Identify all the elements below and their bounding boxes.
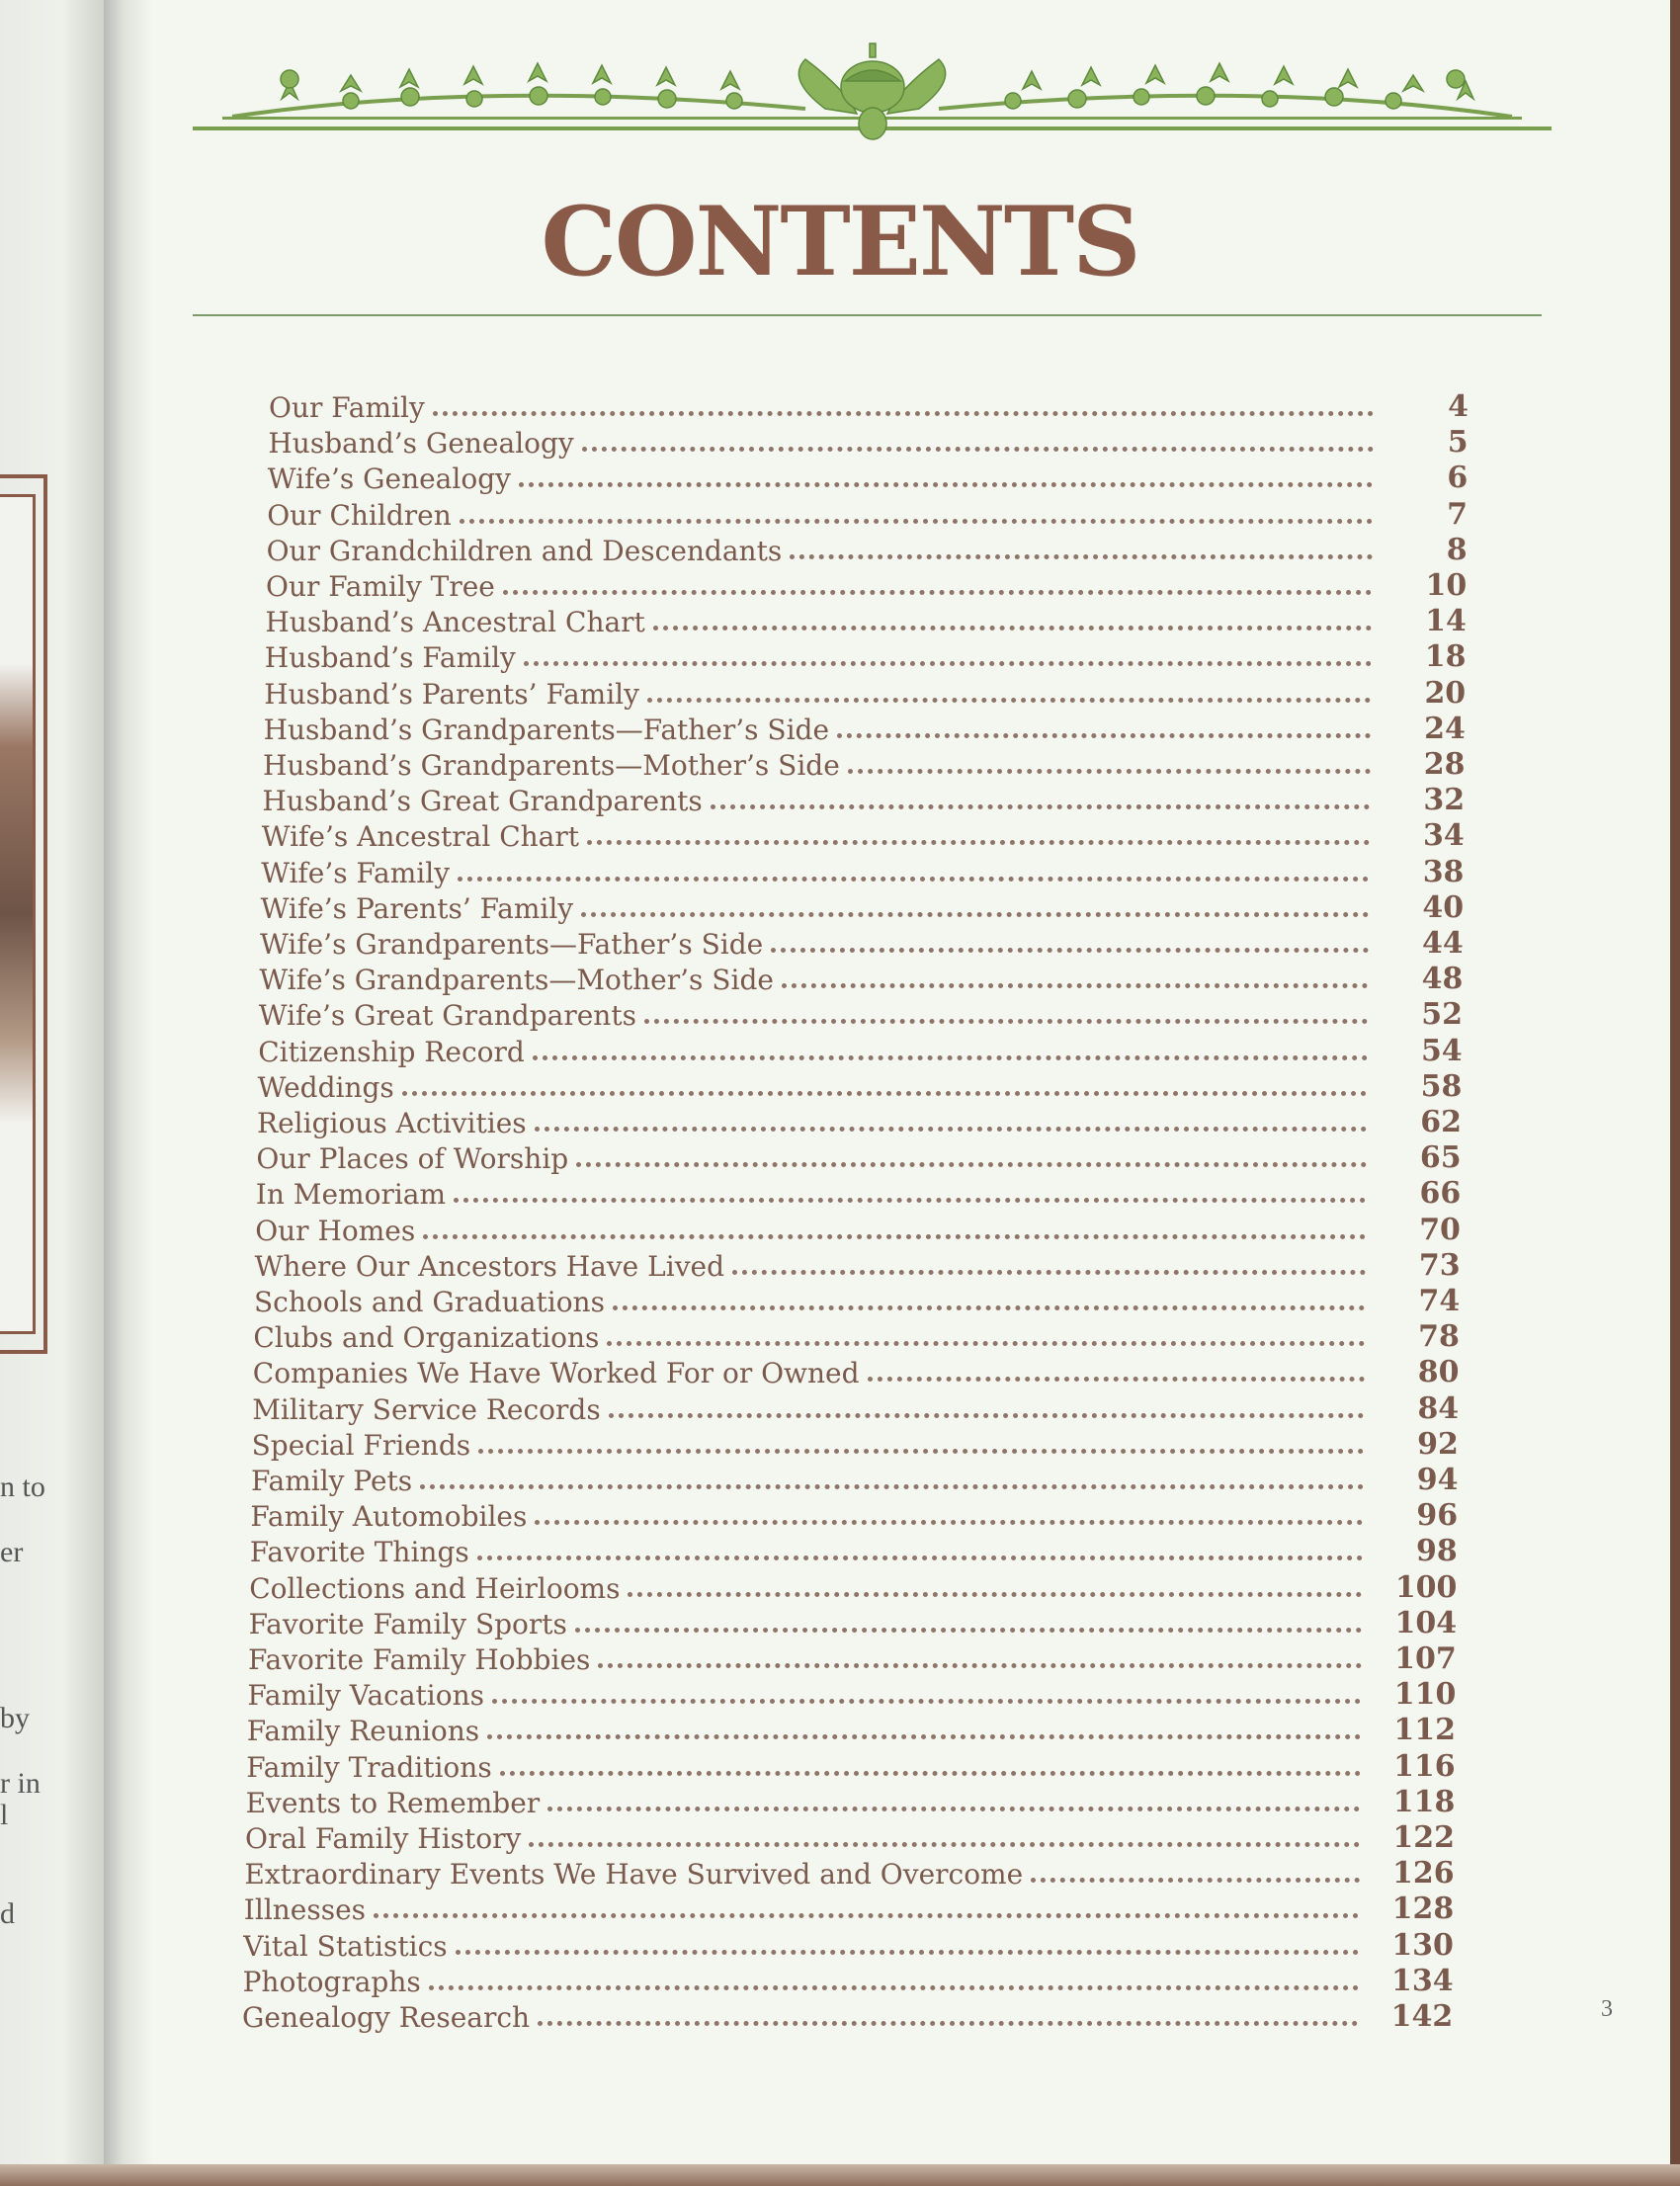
toc-dot-leader	[487, 1734, 1361, 1739]
toc-entry-title: Extraordinary Events We Have Survived and Overcome	[244, 1858, 1024, 1892]
toc-entry-title: Wife’s Parents’ Family	[260, 891, 574, 925]
toc-entry-page: 32	[1423, 783, 1466, 818]
toc-dot-leader	[647, 698, 1371, 703]
toc-entry-page: 126	[1392, 1856, 1455, 1892]
toc-entry-page: 65	[1419, 1140, 1462, 1176]
toc-entry-page: 52	[1421, 997, 1464, 1033]
toc-entry-page: 6	[1447, 461, 1469, 496]
toc-entry	[252, 1390, 1460, 1426]
toc-entry	[243, 1927, 1454, 1963]
toc-dot-leader	[587, 840, 1370, 845]
toc-dot-leader	[529, 1842, 1360, 1847]
toc-entry-page: 66	[1419, 1176, 1462, 1212]
toc-entry-title: Family Traditions	[246, 1750, 492, 1784]
toc-entry-title: Events to Remember	[245, 1786, 541, 1819]
toc-dot-leader	[609, 1413, 1364, 1418]
toc-entry-title: Wife’s Great Grandparents	[258, 999, 636, 1033]
toc-entry	[249, 1533, 1458, 1569]
toc-entry-page: 118	[1392, 1784, 1456, 1819]
toc-dot-leader	[456, 1950, 1359, 1955]
toc-dot-leader	[538, 2021, 1358, 2026]
toc-entry-page: 104	[1394, 1605, 1458, 1640]
toc-entry	[243, 1891, 1455, 1927]
toc-entry-page: 44	[1422, 926, 1464, 961]
toc-entry	[254, 1283, 1461, 1318]
table-of-contents	[0, 388, 1680, 2049]
toc-entry-page: 92	[1417, 1426, 1459, 1462]
toc-entry-page: 98	[1416, 1534, 1458, 1569]
toc-entry	[242, 1998, 1454, 2034]
toc-dot-leader	[628, 1592, 1362, 1597]
toc-entry-page: 62	[1420, 1105, 1462, 1139]
toc-entry-title: Husband’s Grandparents—Father’s Side	[263, 713, 830, 746]
toc-entry	[262, 782, 1466, 818]
toc-entry-title: Our Children	[267, 498, 452, 532]
toc-entry-title: Family Reunions	[246, 1715, 480, 1748]
toc-entry-title: Wife’s Ancestral Chart	[261, 820, 579, 854]
toc-entry-title: Husband’s Great Grandparents	[262, 785, 703, 818]
toc-dot-leader	[423, 1234, 1366, 1239]
toc-entry	[260, 889, 1465, 925]
toc-dot-leader	[576, 1162, 1366, 1167]
toc-entry-title: Family Vacations	[247, 1679, 484, 1713]
toc-entry	[258, 1033, 1463, 1068]
toc-entry	[266, 567, 1468, 603]
left-text-fragment: by	[0, 1702, 30, 1734]
toc-entry-page: 4	[1448, 389, 1469, 424]
toc-entry-title: Family Automobiles	[250, 1500, 528, 1534]
toc-entry	[248, 1605, 1458, 1640]
toc-entry	[258, 996, 1464, 1033]
toc-entry-page: 110	[1393, 1677, 1457, 1713]
toc-entry	[256, 1139, 1462, 1176]
book-bottom-edge	[0, 2164, 1680, 2186]
toc-entry-title: Oral Family History	[245, 1822, 522, 1855]
toc-entry-page: 107	[1394, 1641, 1457, 1676]
toc-entry-page: 8	[1446, 532, 1468, 567]
toc-entry-page: 74	[1418, 1284, 1461, 1318]
toc-dot-leader	[458, 877, 1369, 882]
toc-entry	[257, 1104, 1462, 1139]
toc-dot-leader	[374, 1913, 1359, 1918]
toc-entry-title: In Memoriam	[255, 1178, 447, 1212]
toc-entry-page: 100	[1394, 1569, 1458, 1605]
toc-entry-title: Husband’s Genealogy	[268, 427, 574, 461]
toc-entry-page: 122	[1392, 1820, 1455, 1855]
toc-dot-leader	[519, 482, 1373, 487]
toc-entry-title: Wife’s Genealogy	[267, 462, 511, 496]
toc-dot-leader	[535, 1127, 1367, 1132]
toc-entry-page: 5	[1447, 425, 1469, 461]
toc-dot-leader	[535, 1520, 1363, 1525]
toc-entry	[251, 1462, 1459, 1497]
toc-entry	[245, 1819, 1455, 1855]
toc-entry-page: 142	[1390, 1999, 1454, 2034]
toc-dot-leader	[732, 1270, 1366, 1275]
toc-entry	[266, 532, 1468, 567]
toc-entry-page: 128	[1391, 1892, 1455, 1927]
toc-entry-page: 134	[1390, 1963, 1454, 1998]
toc-dot-leader	[613, 1305, 1365, 1310]
toc-dot-leader	[503, 590, 1372, 595]
toc-entry	[263, 746, 1466, 782]
toc-dot-leader	[402, 1091, 1368, 1096]
toc-entry-title: Collections and Heirlooms	[249, 1571, 621, 1605]
toc-entry-title: Illnesses	[243, 1893, 367, 1927]
toc-entry-title: Where Our Ancestors Have Lived	[254, 1249, 725, 1283]
toc-entry	[259, 961, 1464, 997]
toc-entry	[267, 496, 1468, 532]
toc-entry-title: Genealogy Research	[242, 2001, 531, 2034]
toc-entry-page: 96	[1416, 1498, 1459, 1534]
toc-entry-page: 24	[1424, 711, 1466, 746]
toc-entry-title: Vital Statistics	[243, 1929, 448, 1963]
toc-dot-leader	[582, 447, 1374, 452]
toc-entry-page: 7	[1447, 496, 1468, 532]
toc-entry-title: Weddings	[257, 1070, 394, 1104]
toc-dot-leader	[848, 769, 1371, 774]
toc-dot-leader	[1031, 1878, 1359, 1883]
toc-entry	[268, 424, 1469, 461]
toc-entry	[251, 1426, 1459, 1462]
toc-entry-title: Husband’s Grandparents—Mother’s Side	[263, 749, 840, 782]
toc-entry-page: 94	[1416, 1463, 1459, 1497]
toc-entry-title: Our Places of Worship	[256, 1142, 569, 1176]
toc-entry	[260, 925, 1464, 961]
toc-dot-leader	[478, 1449, 1364, 1454]
toc-entry	[263, 711, 1466, 746]
toc-dot-leader	[429, 1985, 1359, 1990]
toc-entry-title: Our Family	[269, 391, 425, 424]
toc-entry-title: Our Family Tree	[266, 570, 495, 603]
toc-dot-leader	[607, 1341, 1364, 1346]
toc-entry-title: Husband’s Parents’ Family	[264, 677, 639, 711]
toc-entry-title: Favorite Family Hobbies	[248, 1643, 591, 1676]
toc-entry-page: 73	[1418, 1247, 1461, 1283]
page-title: CONTENTS	[541, 186, 1139, 297]
toc-entry-title: Military Service Records	[252, 1392, 601, 1426]
leaf-ornament-icon	[193, 40, 1552, 148]
left-text-fragment: n to	[0, 1471, 45, 1503]
toc-entry-title: Clubs and Organizations	[253, 1321, 600, 1355]
toc-entry	[250, 1497, 1459, 1534]
toc-entry-page: 14	[1425, 604, 1467, 639]
toc-entry-title: Religious Activities	[257, 1107, 527, 1139]
toc-dot-leader	[653, 626, 1372, 631]
toc-entry-title: Family Pets	[251, 1465, 413, 1497]
toc-entry-page: 18	[1424, 639, 1467, 675]
left-text-fragment: d	[0, 1897, 15, 1930]
toc-entry-title: Husband’s Ancestral Chart	[265, 606, 645, 639]
toc-dot-leader	[500, 1771, 1361, 1776]
toc-dot-leader	[433, 411, 1374, 416]
toc-entry-title: Wife’s Family	[261, 856, 451, 889]
toc-entry	[245, 1784, 1456, 1819]
toc-dot-leader	[711, 804, 1370, 809]
toc-entry-page: 38	[1422, 854, 1465, 889]
toc-entry	[249, 1569, 1458, 1605]
toc-entry-page: 10	[1425, 568, 1468, 603]
toc-entry-page: 112	[1393, 1713, 1457, 1748]
left-text-fragment: r in	[0, 1767, 41, 1800]
toc-entry	[264, 638, 1467, 675]
toc-entry	[265, 603, 1467, 639]
toc-entry-page: 54	[1420, 1033, 1463, 1068]
toc-entry-page: 78	[1418, 1319, 1460, 1355]
toc-dot-leader	[477, 1555, 1363, 1560]
toc-entry-page: 34	[1423, 818, 1465, 854]
toc-dot-leader	[581, 912, 1369, 917]
toc-entry	[257, 1068, 1463, 1104]
toc-dot-leader	[790, 554, 1372, 559]
toc-entry	[264, 675, 1467, 711]
toc-entry	[246, 1748, 1456, 1784]
toc-entry-title: Husband’s Family	[264, 641, 516, 675]
toc-dot-leader	[492, 1699, 1361, 1704]
toc-entry	[269, 388, 1469, 424]
left-text-fragment: er	[0, 1536, 24, 1568]
toc-entry-page: 84	[1417, 1390, 1460, 1426]
toc-dot-leader	[598, 1663, 1361, 1668]
toc-dot-leader	[837, 733, 1371, 738]
toc-entry-title: Our Grandchildren and Descendants	[266, 534, 783, 567]
toc-entry	[253, 1318, 1460, 1355]
toc-entry	[242, 1963, 1454, 1998]
toc-entry	[252, 1354, 1460, 1390]
toc-entry	[244, 1855, 1455, 1892]
toc-entry	[246, 1712, 1457, 1748]
toc-entry-page: 130	[1391, 1927, 1454, 1963]
toc-entry-page: 28	[1423, 747, 1466, 782]
toc-entry-title: Wife’s Grandparents—Mother’s Side	[259, 964, 774, 997]
toc-entry	[261, 854, 1465, 889]
left-text-fragment: l	[0, 1799, 9, 1831]
toc-entry-title: Our Homes	[255, 1214, 416, 1247]
toc-entry-title: Favorite Family Sports	[248, 1607, 567, 1640]
toc-entry-page: 80	[1417, 1355, 1460, 1390]
toc-dot-leader	[771, 948, 1369, 953]
toc-entry-title: Citizenship Record	[258, 1035, 525, 1068]
toc-dot-leader	[420, 1484, 1363, 1489]
toc-entry-title: Wife’s Grandparents—Father’s Side	[260, 928, 764, 961]
toc-entry-page: 48	[1421, 962, 1464, 997]
toc-dot-leader	[782, 983, 1368, 988]
toc-dot-leader	[524, 661, 1372, 666]
toc-entry	[247, 1676, 1457, 1713]
toc-dot-leader	[533, 1055, 1368, 1060]
toc-entry-page: 40	[1422, 889, 1465, 925]
toc-entry	[255, 1175, 1462, 1212]
toc-entry	[267, 460, 1469, 496]
page-number: 3	[1601, 1996, 1613, 2022]
toc-entry-page: 70	[1419, 1212, 1461, 1247]
toc-entry-title: Schools and Graduations	[254, 1286, 605, 1318]
toc-dot-leader	[575, 1628, 1362, 1633]
toc-entry-page: 116	[1393, 1748, 1456, 1784]
toc-entry	[255, 1212, 1461, 1247]
toc-entry	[254, 1247, 1461, 1283]
toc-entry-page: 58	[1420, 1068, 1463, 1104]
toc-entry	[261, 817, 1465, 854]
toc-entry-title: Special Friends	[251, 1428, 471, 1462]
toc-entry-title: Favorite Things	[249, 1536, 469, 1569]
toc-entry-page: 20	[1424, 675, 1467, 711]
toc-dot-leader	[547, 1807, 1360, 1811]
toc-entry-title: Companies We Have Worked For or Owned	[252, 1357, 860, 1390]
toc-dot-leader	[644, 1019, 1368, 1024]
toc-entry	[248, 1640, 1457, 1676]
toc-dot-leader	[868, 1377, 1365, 1382]
toc-dot-leader	[454, 1198, 1366, 1203]
toc-entry-title: Photographs	[242, 1965, 421, 1998]
title-divider	[193, 314, 1542, 316]
toc-dot-leader	[460, 519, 1373, 524]
